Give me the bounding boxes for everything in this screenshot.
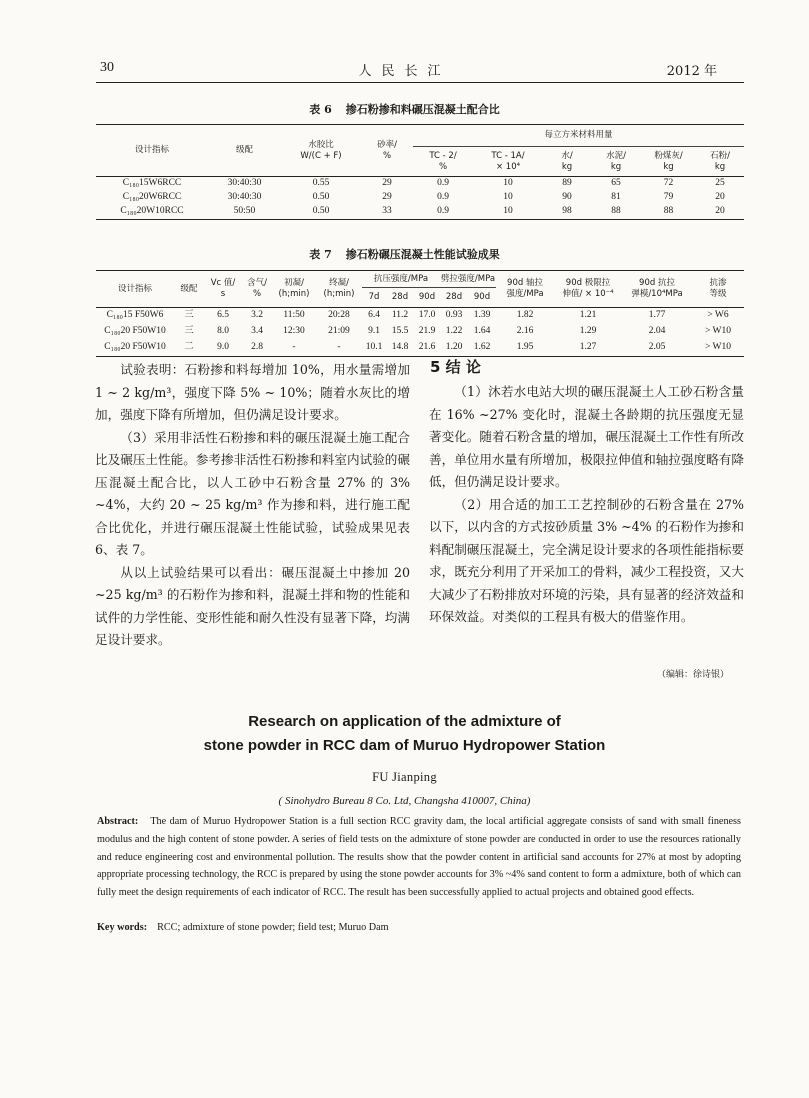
t7-header-design: 设计指标 [96, 271, 174, 308]
table-cell: C₁₈₀15W6RCC [122, 177, 182, 188]
t7-header-impermeability [692, 271, 744, 308]
table-cell: 30:40:30 [227, 191, 262, 202]
t7-header-compressive: 抗压强度/MPa [362, 271, 440, 288]
t6-header-water-line2: kg [561, 161, 573, 172]
t7-header-modulus-line2: 弹模/10⁴MPa [631, 289, 683, 299]
t7-header-splitting: 劈拉强度/MPa [440, 271, 496, 288]
t6-header-tc2-line1: TC - 2/ [429, 150, 457, 161]
t7-header-axial [496, 271, 554, 308]
table-cell: 10 [503, 191, 513, 202]
table-cell: 88 [591, 205, 641, 220]
table-cell: 3.4 [251, 325, 263, 336]
t6-header-grade: 级配 [208, 125, 281, 177]
t7-header-axial-line1: 90d 轴拉 [507, 278, 543, 289]
t6-header-cement-line2: kg [610, 161, 622, 172]
abstract-label: Abstract: [97, 816, 139, 827]
table-cell: 1.77 [648, 309, 666, 320]
body-left-column [95, 359, 410, 652]
table-cell: 9.0 [204, 340, 242, 357]
table-cell: 20:28 [328, 309, 350, 320]
t6-header-flyash [641, 147, 696, 177]
english-abstract [97, 813, 741, 902]
table6-caption [0, 101, 809, 117]
t6-header-cement-line1: 水泥/ [606, 150, 626, 161]
table6 [96, 124, 744, 220]
t7-header-final-set-line1: 终凝/ [329, 278, 349, 289]
t6-header-stone-line2: kg [714, 161, 726, 172]
table-cell: 0.55 [312, 177, 330, 188]
keywords-label: Key words: [97, 922, 148, 933]
table-cell: 29 [382, 191, 392, 202]
table-cell: 30:40:30 [227, 177, 262, 188]
paragraph: 试验表明：石粉掺和料每增加 10%，用水量需增加 1 ~ 2 kg/m³，强度下降 5% ~ 10%；随着水灰比的增加，强度下降有所增加，但仍满足设计要求。 [95, 362, 410, 422]
table-cell: 9.1 [368, 325, 380, 336]
t7-header-split-90d: 90d [468, 288, 496, 308]
t6-header-flyash-line2: kg [663, 161, 674, 172]
journal-year: 2012 年 [666, 64, 717, 79]
table-cell: 11:50 [283, 309, 305, 320]
table-cell: 0.50 [312, 191, 330, 202]
t6-header-sand [361, 125, 413, 177]
t6-header-sand-line2: % [382, 150, 392, 161]
t6-header-tc2-line2: % [438, 161, 448, 172]
t6-header-group: 每立方米材料用量 [413, 125, 744, 147]
journal-name: 人民长江 [358, 64, 451, 79]
t7-header-7d: 7d [362, 288, 386, 308]
table-cell: 88 [641, 205, 696, 220]
table-cell: 0.9 [413, 205, 473, 220]
table-cell: 2.16 [516, 325, 534, 336]
t6-header-wb-line1: 水胶比 [308, 139, 334, 150]
table-cell: 6.5 [217, 309, 229, 320]
table-cell: 0.9 [437, 177, 449, 188]
table7-caption-number: 表 7 [309, 248, 332, 261]
table-cell: 50:50 [208, 205, 281, 220]
table-cell: 0.50 [281, 205, 361, 220]
t6-header-tc1a [473, 147, 543, 177]
table-cell: 1.22 [445, 325, 463, 336]
english-author: FU Jianping [372, 770, 437, 784]
table-cell: 89 [562, 177, 572, 188]
table-cell: 65 [611, 177, 621, 188]
table-cell: C₁₈₀20W6RCC [122, 191, 182, 202]
t6-header-design: 设计指标 [96, 125, 208, 177]
table-cell: > W10 [704, 325, 732, 336]
table7 [96, 270, 744, 357]
paragraph: （2）用合适的加工工艺控制砂的石粉含量在 27% 以下，以内含的方式按砂质量 3% ~4% 的石粉作为掺和料配制碾压混凝土，完全满足设计要求的各项性能指标要求，既充分利用了开采加工的骨料，减少工程投资，又大大减少了石粉排放对环境的污染，具有显著的经济效益和环保效益。对类似的工程具有极大的借鉴作用。 [429, 496, 744, 624]
english-keywords [97, 922, 741, 933]
table-row [96, 324, 744, 340]
table-cell: 17.0 [418, 309, 436, 320]
english-title-line2: stone powder in RCC dam of Muruo Hydropower Station [203, 737, 606, 754]
editor-note: （编辑：徐诗银） [657, 670, 730, 680]
table-cell: 6.4 [368, 309, 380, 320]
paragraph: （1）沐若水电站大坝的碾压混凝土人工砂石粉含量在 16% ~27% 变化时，混凝土各龄期的抗压强度无显著变化。随着石粉含量的增加，碾压混凝土工作性有所改善，单位用水量有所增加，极限拉伸值和轴拉强度略有降低，但仍满足设计要求。 [429, 384, 744, 489]
table6-caption-number: 表 6 [309, 103, 332, 116]
table-cell: 0.9 [437, 191, 449, 202]
table-cell: 12:30 [283, 325, 305, 336]
table-cell: > W10 [692, 340, 744, 357]
table-cell: 14.8 [386, 340, 414, 357]
table-row [96, 308, 744, 324]
t7-header-vc-line1: Vc 值/ [210, 278, 236, 289]
header-rule [96, 82, 744, 83]
table-row [96, 177, 744, 191]
t6-header-water [543, 147, 591, 177]
t7-header-modulus [622, 271, 692, 308]
table-cell: 21.9 [418, 325, 436, 336]
table7-caption [0, 246, 809, 262]
english-title [0, 710, 809, 758]
table-cell: 3.2 [251, 309, 263, 320]
t7-header-impermeability-line2: 等级 [709, 289, 727, 299]
table-cell: 三 [184, 325, 194, 336]
t7-header-extensibility [554, 271, 622, 308]
table-cell: 0.93 [445, 309, 463, 320]
table7-caption-text: 掺石粉碾压混凝土性能试验成果 [345, 248, 500, 261]
page-number: 30 [100, 60, 114, 75]
table-cell: 90 [562, 191, 572, 202]
table-cell: 10.1 [362, 340, 386, 357]
table-cell: - [316, 340, 362, 357]
table-cell: 21.6 [414, 340, 440, 357]
table-cell: 1.27 [554, 340, 622, 357]
t6-header-stone [696, 147, 744, 177]
t7-header-air [242, 271, 272, 308]
t7-header-grade: 级配 [174, 271, 204, 308]
t7-header-extensibility-line2: 伸值/ × 10⁻⁴ [562, 289, 614, 299]
table-cell: 25 [715, 177, 725, 188]
t7-header-extensibility-line1: 90d 极限拉 [565, 278, 611, 289]
t7-header-initial-set-line2: (h;min) [278, 289, 310, 299]
table-cell: 15.5 [391, 325, 409, 336]
table6-caption-text: 掺石粉掺和料碾压混凝土配合比 [345, 103, 500, 116]
t7-header-initial-set [272, 271, 316, 308]
table-cell: 10 [473, 205, 543, 220]
table-row [96, 340, 744, 357]
table-cell: 33 [361, 205, 413, 220]
t6-header-cement [591, 147, 641, 177]
keywords-text: RCC; admixture of stone powder; field test; Muruo Dam [157, 922, 389, 933]
table-cell: 2.04 [648, 325, 666, 336]
table-cell: - [272, 340, 316, 357]
section-heading: 5 结 论 [430, 358, 481, 376]
t7-header-28d: 28d [386, 288, 414, 308]
table-cell: 2.8 [242, 340, 272, 357]
table-cell: 20 [696, 205, 744, 220]
table-cell: 72 [663, 177, 674, 188]
table-cell: 20 [715, 191, 725, 202]
t7-header-vc [204, 271, 242, 308]
t7-header-final-set-line2: (h;min) [323, 289, 355, 299]
table-cell: 79 [663, 191, 674, 202]
t6-header-wb-line2: W/(C + F) [300, 150, 342, 161]
t6-header-tc1a-line1: TC - 1A/ [491, 150, 525, 161]
table-cell: 1.62 [468, 340, 496, 357]
table-row [96, 191, 744, 205]
t6-header-water-line1: 水/ [561, 150, 573, 161]
table-cell: C₁₈₀20 F50W10 [104, 325, 166, 336]
t7-header-final-set [316, 271, 362, 308]
paragraph: （3）采用非活性石粉掺和料的碾压混凝土施工配合比及碾压土性能。参考掺非活性石粉掺和料室内试验的碾压混凝土配合比，以人工砂中石粉含量 27% 的 3% ~4%，大约 20 ~ 25 kg/m³ 作为掺和料，进行施工配合比优化，并进行碾压混凝土性能试验，试验成果见表 6、表 7。 [95, 429, 410, 557]
table-cell: C₁₈₀20 F50W10 [96, 340, 174, 357]
table-cell: 8.0 [217, 325, 229, 336]
t7-header-air-line1: 含气/ [247, 278, 267, 289]
table-cell: 2.05 [622, 340, 692, 357]
table-row [96, 205, 744, 220]
t6-header-flyash-line1: 粉煤灰/ [654, 150, 683, 161]
t6-header-sand-line1: 砂率/ [377, 139, 397, 150]
table-cell: 81 [611, 191, 621, 202]
t7-header-modulus-line1: 90d 抗拉 [639, 278, 675, 289]
table-cell: 二 [174, 340, 204, 357]
body-right-column [429, 381, 744, 629]
table-cell: 1.20 [440, 340, 468, 357]
table-cell: 98 [543, 205, 591, 220]
table-cell: 1.39 [473, 309, 491, 320]
table-cell: 1.21 [579, 309, 597, 320]
table-cell: 11.2 [391, 309, 409, 320]
t7-header-90d: 90d [414, 288, 440, 308]
table-cell: C₁₈₀20W10RCC [96, 205, 208, 220]
table-cell: C₁₈₀15 F50W6 [106, 309, 164, 320]
table-cell: 29 [382, 177, 392, 188]
english-affiliation: ( Sinohydro Bureau 8 Co. Ltd, Changsha 410007, China) [278, 795, 531, 807]
table-cell: 1.29 [579, 325, 597, 336]
t7-header-air-line2: % [252, 289, 262, 299]
t7-header-split-28d: 28d [440, 288, 468, 308]
table-cell: 21:09 [328, 325, 350, 336]
abstract-text: The dam of Muruo Hydropower Station is a full section RCC gravity dam, the local artificial aggregate consists of sand with small fineness modulus and the high content of stone powder. A series of field tests on the admixture of stone powder are conducted in order to use the resources rationally and reduce engineering cost and environmental pollution. The results show that the powder content in artificial sand accounts for 27% at most by adopting appropriate processing technology, the RCC is prepared by using the stone powder accounts for 3% ~4% sand content to form a admixture, both of which can fully meet the design requirements of each indicator of RCC. The result has been successfully applied to actual projects and obtained good effects. [97, 816, 741, 899]
table-cell: 1.95 [496, 340, 554, 357]
t6-header-tc1a-line2: × 10⁴ [495, 161, 521, 172]
english-title-line1: Research on application of the admixture of [248, 713, 561, 730]
t6-header-wb [281, 125, 361, 177]
t7-header-vc-line2: s [220, 289, 226, 299]
table-cell: 1.82 [516, 309, 534, 320]
t6-header-stone-line1: 石粉/ [710, 150, 730, 161]
t7-header-initial-set-line1: 初凝/ [284, 278, 304, 289]
t6-header-tc2 [413, 147, 473, 177]
table-cell: 10 [503, 177, 513, 188]
paragraph: 从以上试验结果可以看出：碾压混凝土中掺加 20 ~25 kg/m³ 的石粉作为掺和料，混凝土拌和物的性能和试件的力学性能、变形性能和耐久性没有显著下降，均满足设计要求。 [95, 564, 410, 647]
table-cell: 1.64 [473, 325, 491, 336]
table-cell: > W6 [707, 309, 729, 320]
t7-header-axial-line2: 强度/MPa [506, 289, 544, 299]
t7-header-impermeability-line1: 抗渗 [709, 278, 727, 289]
table-cell: 三 [184, 309, 194, 320]
